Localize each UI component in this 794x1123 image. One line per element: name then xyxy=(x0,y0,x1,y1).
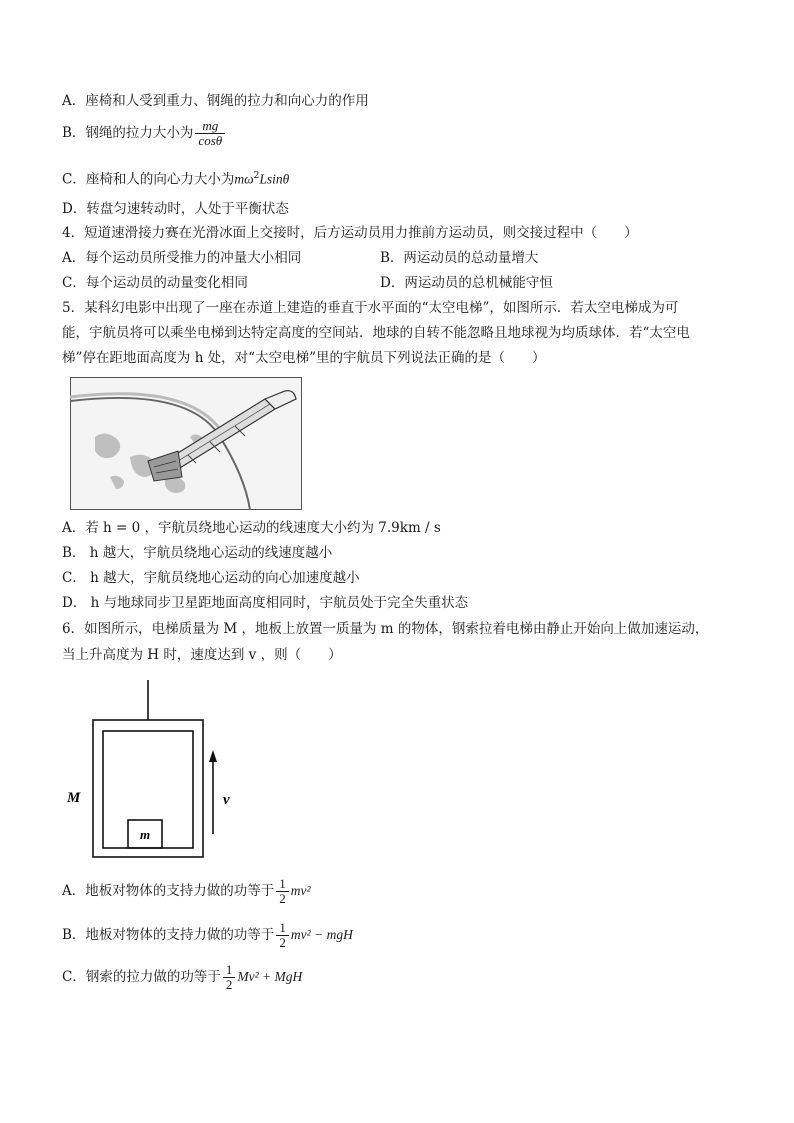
q6-option-b-numerator: 1 xyxy=(276,921,289,936)
q5-option-b: B． h 越大，宇航员绕地心运动的线速度越小 xyxy=(62,545,333,561)
q4-option-b: B．两运动员的总动量增大 xyxy=(380,250,539,266)
q6-option-a-denominator: 2 xyxy=(279,891,286,906)
q6-option-c-numerator: 1 xyxy=(223,963,236,978)
q3-option-b xyxy=(62,118,227,148)
q4-option-a: A．每个运动员所受推力的冲量大小相同 xyxy=(62,250,302,266)
q5-stem-line-1: 5．某科幻电影中出现了一座在赤道上建造的垂直于水平面的“太空电梯”，如图所示．若太空电梯成为可 xyxy=(62,300,679,316)
q3-option-c-exponent: 2 xyxy=(253,171,260,181)
q3-option-b-text: B．钢绳的拉力大小为 xyxy=(62,125,194,141)
q5-option-a: A．若 h = 0 ，宇航员绕地心运动的线速度大小约为 7.9km / s xyxy=(62,520,441,536)
q6-option-c-text: C．钢索的拉力做的功等于 xyxy=(62,969,221,985)
q3-option-c-text: C．座椅和人的向心力大小为 xyxy=(62,171,235,188)
velocity-label: v xyxy=(223,792,230,808)
q4-stem: 4．短道速滑接力赛在光滑冰面上交接时，后方运动员用力推前方运动员，则交接过程中（ ） xyxy=(62,225,638,241)
elevator-diagram xyxy=(60,680,260,860)
q6-option-b-denominator: 2 xyxy=(279,935,286,950)
q6-option-c-fraction xyxy=(223,963,236,992)
q6-option-a-text: A．地板对物体的支持力做的功等于 xyxy=(62,883,275,899)
q3-option-b-fraction xyxy=(195,119,225,148)
q3-option-b-denominator: cosθ xyxy=(198,133,223,148)
q6-option-b-text: B．地板对物体的支持力做的功等于 xyxy=(62,927,275,943)
q6-option-a xyxy=(62,876,311,906)
q5-option-d: D． h 与地球同步卫星距地面高度相同时，宇航员处于完全失重状态 xyxy=(62,595,469,611)
q5-stem-line-2: 能，宇航员将可以乘坐电梯到达特定高度的空间站．地球的自转不能忽略且地球视为均质球体．若“太空电 xyxy=(62,325,690,341)
q6-option-a-expr: mv² xyxy=(290,883,311,898)
q6-stem-line-2: 当上升高度为 H 时，速度达到 v ，则（ ） xyxy=(62,647,342,663)
q6-option-b xyxy=(62,920,353,950)
q6-option-c-expr: Mv² + MgH xyxy=(237,969,303,984)
q6-option-a-numerator: 1 xyxy=(276,877,289,892)
q3-option-c-expr-a: mω xyxy=(234,171,254,187)
q3-option-a: A．座椅和人受到重力、钢绳的拉力和向心力的作用 xyxy=(62,93,369,109)
q3-option-d: D．转盘匀速转动时，人处于平衡状态 xyxy=(62,201,289,217)
q3-option-c-expr-b: Lsinθ xyxy=(259,171,290,187)
q4-option-c: C．每个运动员的动量变化相同 xyxy=(62,275,248,291)
space-elevator-figure xyxy=(70,377,302,510)
q4-option-d: D．两运动员的总机械能守恒 xyxy=(380,275,553,291)
q3-option-c xyxy=(62,167,289,189)
velocity-arrow xyxy=(209,750,217,834)
object-mass-label: m xyxy=(139,827,151,842)
q3-option-b-numerator: mg xyxy=(195,119,225,134)
q6-option-b-expr: mv² − mgH xyxy=(290,927,353,942)
q5-stem-line-3: 梯”停在距地面高度为 h 处，对“太空电梯”里的宇航员下列说法正确的是（ ） xyxy=(62,350,546,366)
q6-option-b-fraction xyxy=(276,921,289,950)
q6-option-a-fraction xyxy=(276,877,289,906)
q6-option-c xyxy=(62,962,302,992)
q6-stem-line-1: 6．如图所示，电梯质量为 M ，地板上放置一质量为 m 的物体，钢索拉着电梯由静止开始向上做加速运动， xyxy=(62,621,709,637)
q6-option-c-denominator: 2 xyxy=(225,977,233,992)
q5-option-c: C． h 越大，宇航员绕地心运动的向心加速度越小 xyxy=(62,570,360,586)
elevator-mass-label: M xyxy=(67,790,81,806)
